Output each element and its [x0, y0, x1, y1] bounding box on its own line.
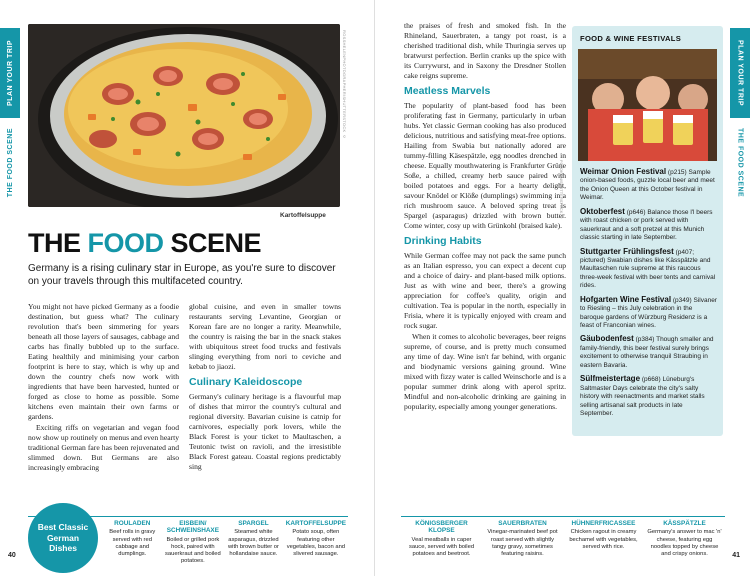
- section-heading: Culinary Kaleidoscope: [189, 376, 303, 389]
- intro-text: Germany is a rising culinary star in Europe, as you're sure to discover on your travels through this multifaceted country.: [28, 263, 336, 287]
- dish-item: SAUERBRATEN Vinegar-marinated beef pot roast served with slightly tangy gravy, sometimes featuring raisins.: [487, 520, 558, 558]
- left-column-2: [189, 302, 341, 473]
- festival-photo-credit: FOTOKON/SHUTTERSTOCK ©: [559, 160, 564, 220]
- paragraph: the praises of fresh and smoked fish. In the Rhineland, Sauerbraten, a tangy pot roast, is a cherished traditional dish, while Thuringia serves up bratwurst perfection. Berlin cranks up the spice with its Currywurst, and in Saxony the Dresdner Stollen cake reigns supreme.: [404, 21, 566, 81]
- side-tab-plan: PLAN YOUR TRIP: [0, 28, 20, 118]
- festivals-title: FOOD & WINE FESTIVALS: [580, 34, 682, 43]
- left-column-1: [28, 302, 179, 474]
- page-number: 41: [732, 552, 740, 559]
- dishes-strip-right: [401, 516, 725, 566]
- side-tab-section: THE FOOD SCENE: [736, 128, 744, 198]
- dish-item: HÜHNERFRICASSEE Chicken ragout in creamy bechamel with vegetables, served with rice.: [569, 520, 638, 550]
- dish-item: KARTOFFELSUPPE Potato soup, often featuring other vegetables, bacon and slivered sausage.: [285, 520, 346, 558]
- paragraph: Germany's culinary heritage is a flavourful map of dishes that mirror the country's cultural and regional diversity. Bavarian cuisine is catnip for carnivores, especially pork lovers, while the Black Forest is your ticket to Maultaschen, a Teutonic twist on ravioli, and the irresistible Black Forest gateau. Coastal regions predictably sing: [189, 391, 341, 472]
- festival-item: Gäubodenfest (p384) Though smaller and family-friendly, this beer festival surely brings excitement to otherwise tranquil Straubing in eastern Bavaria.: [580, 334, 714, 369]
- right-column-1: [404, 21, 566, 413]
- dish-item: ROULADEN Beef rolls in gravy served with red cabbage and dumplings.: [109, 520, 156, 558]
- dish-item: EISBEIN/ SCHWEINSHAXE Boiled or grilled pork hock, paired with sauerkraut and boiled potatoes.: [164, 520, 221, 565]
- side-tab-plan: PLAN YOUR TRIP: [730, 28, 750, 118]
- festival-item: Weimar Onion Festival (p215) Sample onion-based foods, guzzle local beer and meet the Onion Queen at this October festival in Weimar.: [580, 167, 715, 202]
- festival-photo: [578, 49, 717, 161]
- paragraph: The popularity of plant-based food has been proliferating fast in Germany, particularly in urban hubs. Yet classic German cooking has also produced delicious, nutritious and satisfying meat-free options. Hailing from Swabia but nationally adored are tummy-filling Käsespätzle, egg noodles drenched in cheese. Equally mouthwatering is Frankfurter Grüne Soße, a chilled, creamy herb sauce paired with boiled potatoes and eggs. For a hearty delight, savour Knödel or Klöße (dumplings) swimming in a rich mushroom sauce. A beloved spring treat is Spargel (asparagus) drizzled with brown butter. Come winter, cosy up with Grünkohl (braised kale).: [404, 100, 566, 231]
- paragraph: You might not have picked Germany as a foodie destination, but guess what? The culinary revolution that's been simmering for years beneath all those layers of sausages, cabbage and carbs has finally bubbled up to the surface. Eating healthily and minimising your carbon footprint is here to stay, which is why up and down the country chefs now work with ingredients that have been harvested, hunted or forged as close to home as possible. Some kitchens even maintain their own farms or gardens.: [28, 302, 179, 422]
- festival-item: Hofgarten Wine Festival (p349) Silvaner to Riesling – this July celebration in the baroque gardens of Würzburg Residenz is a feast of Franconian wines.: [580, 294, 717, 329]
- dish-item: KÄSSPÄTZLE Germany's answer to mac 'n' cheese, featuring egg noodles topped by cheese and crispy onions.: [647, 520, 722, 558]
- best-dishes-badge: Best Classic German Dishes: [28, 503, 98, 573]
- festival-item: Oktoberfest (p646) Balance those l'l beers with roast chicken or pork served with sauerkraut and a soft pretzel at this Munich classic starting in late September.: [580, 206, 713, 242]
- paragraph: global cuisine, and even in smaller towns restaurants serving Levantine, Georgian or Korean fare are no longer a rarity. Meanwhile, the country is raising the bar in the snack stakes with ubiquitous street food trucks and festivals slinging everything from nori to ceviche and kebab to jiaozi.: [189, 302, 341, 372]
- photo-caption: Kartoffelsuppe: [280, 212, 326, 219]
- paragraph: When it comes to alcoholic beverages, beer reigns supreme, of course, and is pretty much consumed any time of day. Wine isn't far behind, with organic and biodynamic versions gaining ground. Wine mixed with fizzy water is called Weinschorle and is a popular summer drink along with aperol spritz. Mindful and non-alcoholic drinking are gaining in popularity, especially among younger generations.: [404, 332, 566, 412]
- dishes-strip-left: [28, 516, 348, 566]
- page-title: THE FOOD SCENE: [28, 228, 262, 258]
- dish-item: KÖNIGSBERGER KLOPSE Veal meatballs in caper sauce, served with boiled potatoes and beetroot.: [408, 520, 475, 558]
- festival-item: Stuttgarter Frühlingsfest (p407; pictured) Swabian dishes like Kässpätzle and Maultaschen rule supreme at this raucous three-week festival with beer tents and carnival rides.: [580, 246, 716, 290]
- festivals-box: [572, 26, 723, 436]
- paragraph: While German coffee may not pack the same punch as an Italian espresso, you can expect a decent cup and a choice of dairy- and plant-based milk options. Just as with wine and beer, there's a growing appreciation for coffee's quality, origin and cultivation. Tea is popular in the north, especially in Frisia, where it is typically enjoyed with cream and rock sugar.: [404, 251, 566, 331]
- section-heading: Meatless Marvels: [404, 85, 491, 98]
- spacer: [28, 517, 102, 566]
- dish-item: SPARGEL Steamed white asparagus, drizzled with brown butter or hollandaise sauce.: [227, 520, 279, 558]
- section-heading: Drinking Habits: [404, 235, 482, 248]
- photo-credit: ROSSHELENPHOTOGRAPHER/SHUTTERSTOCK ©: [342, 30, 347, 140]
- paragraph: Exciting riffs on vegetarian and vegan food now show up routinely on menus and even hearty traditional German fare has been rejuvenated and slimmed down. But Germans are also increasingly embracing: [28, 423, 179, 473]
- soup-photo: [28, 24, 340, 207]
- side-tab-section: THE FOOD SCENE: [6, 128, 14, 198]
- page-number: 40: [8, 552, 16, 559]
- festival-item: Sülfmeistertage (p668) Lüneburg's Saltmaster Days celebrate the city's salty history with reenactments and market stalls selling artisanal salt products in late September.: [580, 374, 705, 417]
